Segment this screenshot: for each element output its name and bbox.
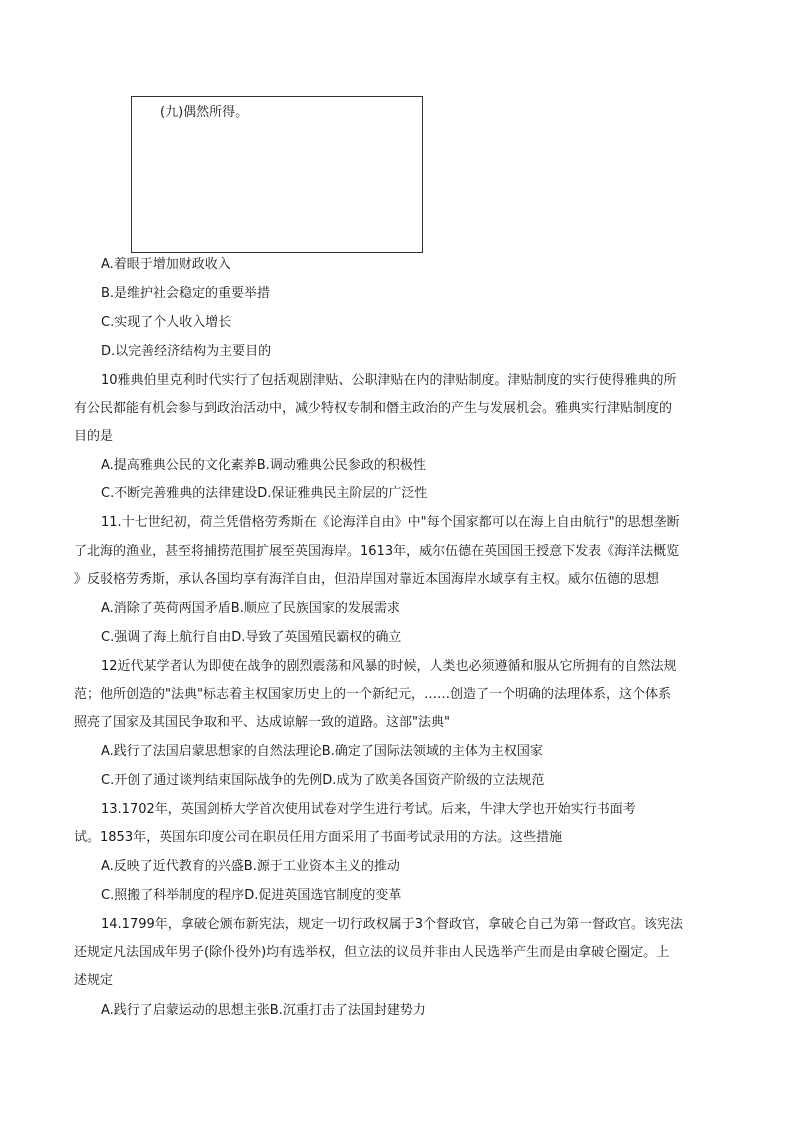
- text-line: 照亮了国家及其国民争取和平、达成谅解一致的道路。这部"法典": [74, 715, 450, 730]
- text-line: C.开创了通过谈判结束国际战争的先例D.成为了欧美各国资产阶级的立法规范: [101, 773, 545, 788]
- text-line: 目的是: [74, 429, 114, 444]
- text-line: 12近代某学者认为即使在战争的剧烈震荡和风暴的时候，人类也必须遵循和服从它所拥有的自然法规: [101, 659, 677, 674]
- text-line: A.消除了英荷两国矛盾B.顺应了民族国家的发展需求: [101, 601, 400, 616]
- text-line: 11.十七世纪初，荷兰凭借格劳秀斯在《论海洋自由》中"每个国家都可以在海上自由航行"的思想垄断: [101, 515, 680, 530]
- text-line: 13.1702年，英国剑桥大学首次使用试卷对学生进行考试。后来，牛津大学也开始实行书面考: [101, 802, 636, 817]
- text-line: 述规定: [74, 973, 114, 988]
- text-line: 范；他所创造的"法典"标志着主权国家历史上的一个新纪元，……创造了一个明确的法理体系，这个体系: [74, 687, 671, 702]
- text-line: 14.1799年，拿破仑颁布新宪法，规定一切行政权属于3个督政官，拿破仑自己为第一督政官。该宪法: [101, 917, 684, 932]
- text-line: A.反映了近代教育的兴盛B.源于工业资本主义的推动: [101, 859, 400, 874]
- text-box: [131, 96, 423, 253]
- box-text: (九)偶然所得。: [160, 105, 249, 120]
- text-line: B.是维护社会稳定的重要举措: [101, 286, 271, 301]
- text-line: 还规定凡法国成年男子(除仆役外)均有选举权，但立法的议员并非由人民选举产生而是由拿破仑圈定。上: [74, 945, 670, 960]
- text-line: A.提高雅典公民的文化素养B.调动雅典公民参政的积极性: [101, 458, 426, 473]
- text-line: 》反驳格劳秀斯，承认各国均享有海洋自由，但沿岸国对靠近本国海岸水域享有主权。威尔伍德的思想: [74, 572, 660, 587]
- text-line: 试。1853年，英国东印度公司在职员任用方面采用了书面考试录用的方法。这些措施: [74, 830, 563, 845]
- text-line: A.着眼于增加财政收入: [101, 257, 231, 272]
- text-line: 有公民都能有机会参与到政治活动中，减少特权专制和僭主政治的产生与发展机会。雅典实行津贴制度的: [74, 401, 673, 416]
- text-line: D.以完善经济结构为主要目的: [101, 344, 272, 359]
- text-line: C.强调了海上航行自由D.导致了英国殖民霸权的确立: [101, 630, 402, 645]
- text-line: 了北海的渔业，甚至将捕捞范围扩展至英国海岸。1613年，威尔伍德在英国国王授意下发表《海洋法概览: [74, 544, 680, 559]
- text-line: C.照搬了科举制度的程序D.促进英国选官制度的变革: [101, 888, 402, 903]
- text-line: C.实现了个人收入增长: [101, 315, 232, 330]
- text-line: C.不断完善雅典的法律建设D.保证雅典民主阶层的广泛性: [101, 486, 428, 501]
- text-line: 10雅典伯里克利时代实行了包括观剧津贴、公职津贴在内的津贴制度。津贴制度的实行使得雅典的所: [101, 373, 677, 388]
- text-line: A.践行了启蒙运动的思想主张B.沉重打击了法国封建势力: [101, 1003, 426, 1018]
- text-line: A.践行了法国启蒙思想家的自然法理论B.确定了国际法领域的主体为主权国家: [101, 744, 543, 759]
